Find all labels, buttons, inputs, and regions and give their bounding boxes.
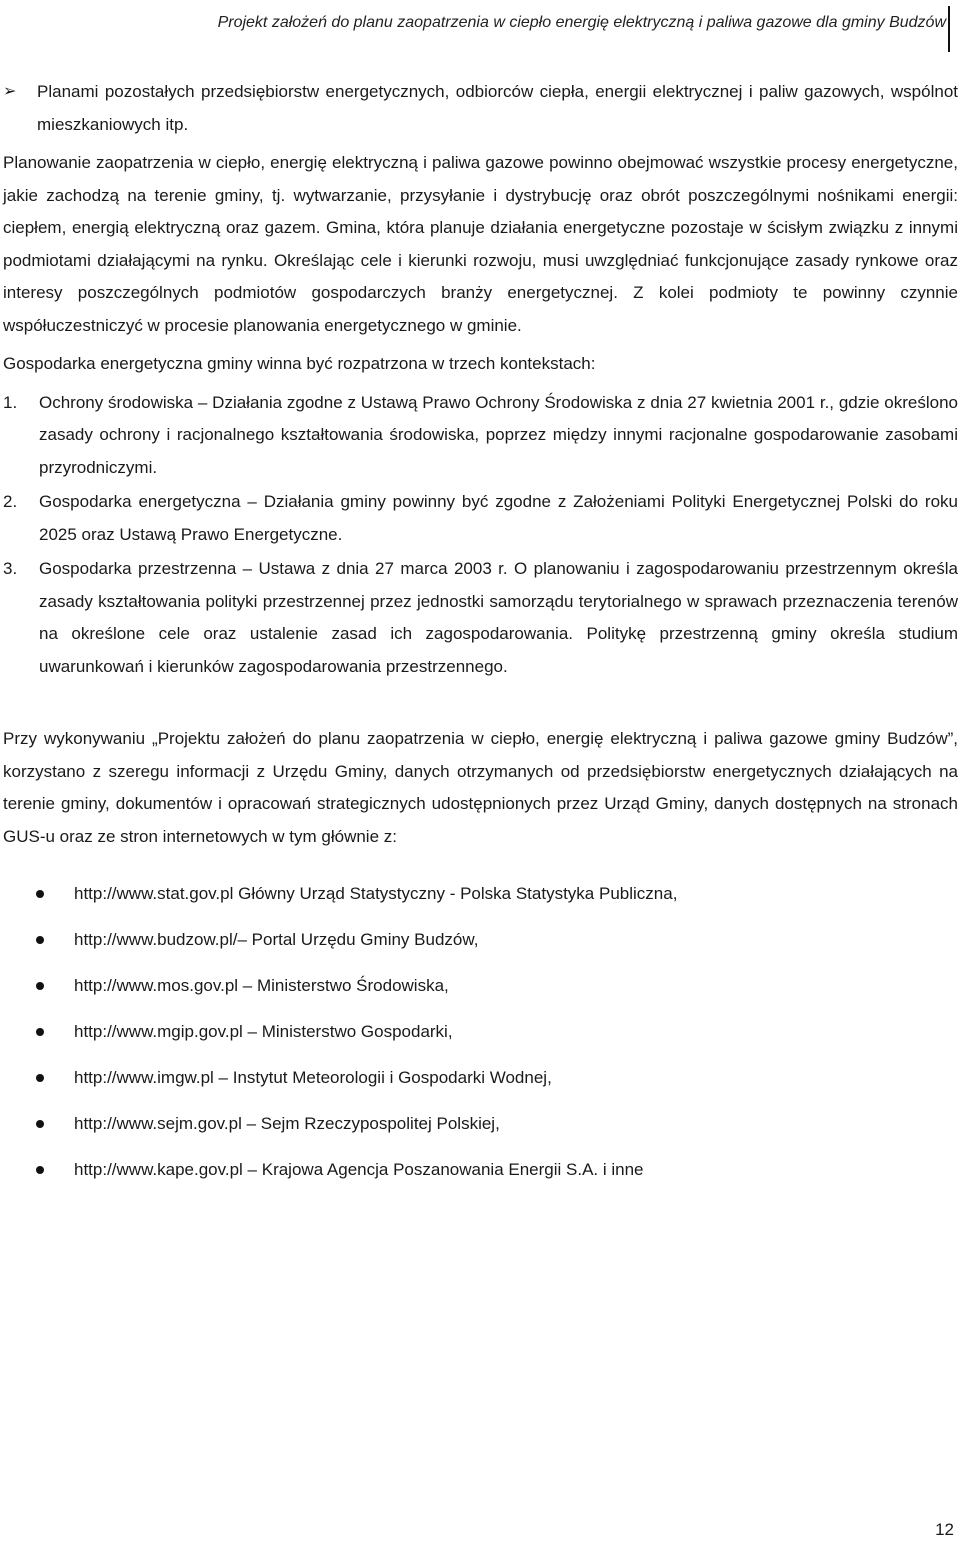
source-link: http://www.mgip.gov.pl – Ministerstwo Gospodarki, xyxy=(74,1021,453,1041)
list-item xyxy=(3,553,958,683)
bullet-dot-icon xyxy=(36,936,44,944)
list-item xyxy=(3,963,958,1009)
paragraph-1: Planowanie zaopatrzenia w ciepło, energię elektryczną i paliwa gazowe powinno obejmować wszystkie procesy energetyczne, jakie zachodzą na terenie gminy, tj. wytwarzanie, przysyłanie i dystrybucję oraz obrót poszczególnymi nośnikami energii: ciepłem, energią elektryczną oraz gazem. Gmina, która planuje działania energetyczne pozostaje w ścisłym związku z innymi podmiotami działającymi na rynku. Określając cele i kierunki rozwoju, musi uwzględniać funkcjonujące zasady rynkowe oraz interesy poszczególnych podmiotów gospodarczych branży energetycznej. Z kolei podmioty te powinny czynnie współuczestniczyć w procesie planowania energetycznego w gminie. xyxy=(3,153,958,335)
source-link: http://www.kape.gov.pl – Krajowa Agencja Poszanowania Energii S.A. i inne xyxy=(74,1159,644,1179)
contexts-list xyxy=(3,387,958,684)
source-link: http://www.budzow.pl/– Portal Urzędu Gminy Budzów, xyxy=(74,929,479,949)
arrow-bullet-icon: ➢ xyxy=(3,83,17,100)
bullet-dot-icon xyxy=(36,1166,44,1174)
list-item xyxy=(3,1009,958,1055)
source-link: http://www.stat.gov.pl Główny Urząd Statystyczny - Polska Statystyka Publiczna, xyxy=(74,883,678,903)
bullet-dot-icon xyxy=(36,1028,44,1036)
list-number: 2. xyxy=(3,492,18,511)
sources-list xyxy=(3,871,958,1193)
list-number: 3. xyxy=(3,559,18,578)
bullet-dot-icon xyxy=(36,1120,44,1128)
list-item-text: Gospodarka przestrzenna – Ustawa z dnia 27 marca 2003 r. O planowaniu i zagospodarowaniu przestrzennym określa zasady kształtowania polityki przestrzennej przez jednostki samorządu terytorialnego w sprawach przeznaczenia terenów na określone cele oraz ustalenie zasad ich zagospodarowania. Politykę przestrzenną gminy określa studium uwarunkowań i kierunków zagospodarowania przestrzennego. xyxy=(39,559,958,676)
paragraph-2: Gospodarka energetyczna gminy winna być rozpatrzona w trzech kontekstach: xyxy=(3,354,596,373)
bullet-dot-icon xyxy=(36,890,44,898)
source-link: http://www.mos.gov.pl – Ministerstwo Środowiska, xyxy=(74,975,449,995)
page-number: 12 xyxy=(935,1520,954,1539)
source-link: http://www.imgw.pl – Instytut Meteorologii i Gospodarki Wodnej, xyxy=(74,1067,552,1087)
list-item xyxy=(3,486,958,551)
running-header: Projekt założeń do planu zaopatrzenia w ciepło energię elektryczną i paliwa gazowe dla gminy Budzów xyxy=(217,14,946,31)
source-link: http://www.sejm.gov.pl – Sejm Rzeczypospolitej Polskiej, xyxy=(74,1113,500,1133)
bullet-dot-icon xyxy=(36,982,44,990)
list-number: 1. xyxy=(3,392,18,412)
list-item xyxy=(3,1101,958,1147)
page-content xyxy=(3,76,958,1193)
list-item xyxy=(3,917,958,963)
list-item xyxy=(3,387,958,485)
paragraph-3: Przy wykonywaniu „Projektu założeń do planu zaopatrzenia w ciepło, energię elektryczną i paliwa gazowe gminy Budzów”, korzystano z szeregu informacji z Urzędu Gminy, danych otrzymanych od przedsiębiorstw energetycznych działających na terenie gminy, dokumentów i opracowań strategicznych udostępnionych przez Urząd Gminy, danych dostępnych na stronach GUS-u oraz ze stron internetowych w tym głównie z: xyxy=(3,729,958,846)
list-item xyxy=(3,871,958,917)
intro-bullet-text: Planami pozostałych przedsiębiorstw energetycznych, odbiorców ciepła, energii elektrycznej i paliw gazowych, wspólnot mieszkaniowych itp. xyxy=(37,82,958,134)
list-item xyxy=(3,1147,958,1193)
list-item xyxy=(3,1055,958,1101)
list-item-text: Ochrony środowiska – Działania zgodne z Ustawą Prawo Ochrony Środowiska z dnia 27 kwietnia 2001 r., gdzie określono zasady ochrony i racjonalnego kształtowania środowiska, poprzez między innymi racjonalne gospodarowanie zasobami przyrodniczymi. xyxy=(39,392,958,477)
header-rule xyxy=(948,6,950,52)
bullet-dot-icon xyxy=(36,1074,44,1082)
intro-bullet xyxy=(3,76,958,147)
list-item-text: Gospodarka energetyczna – Działania gminy powinny być zgodne z Założeniami Polityki Energetycznej Polski do roku 2025 oraz Ustawą Prawo Energetyczne. xyxy=(39,492,958,544)
